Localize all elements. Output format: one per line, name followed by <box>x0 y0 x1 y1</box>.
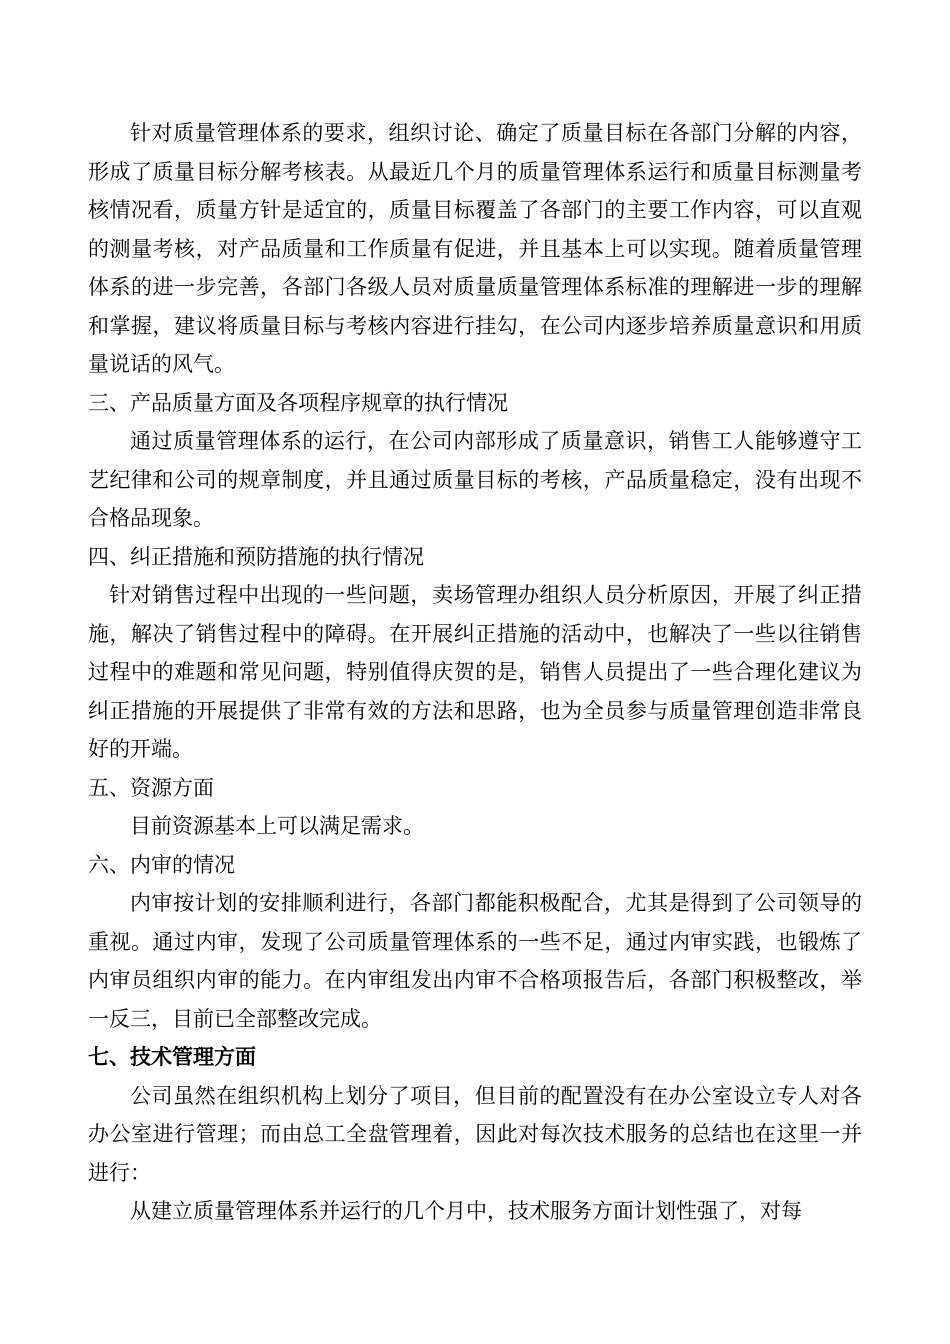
section-heading-technical-management: 七、技术管理方面 <box>88 1044 256 1069</box>
corrective-actions-paragraph: 针对销售过程中出现的一些问题，卖场管理办组织人员分析原因，开展了纠正措施，解决了销售过程中的障碍。在开展纠正措施的活动中，也解决了一些以往销售过程中的难题和常见问题，特别值得庆贺的是，销售人员提出了一些合理化建议为纠正措施的开展提供了非常有效的方法和思路，也为全员参与质量管理创造非常良好的开端。 <box>88 583 862 761</box>
internal-audit-paragraph: 内审按计划的安排顺利进行，各部门都能积极配合，尤其是得到了公司领导的重视。通过内审，发现了公司质量管理体系的一些不足，通过内审实践，也锻炼了内审员组织内审的能力。在内审组发出内审不合格项报告后，各部门积极整改，举一反三，目前已全部整改完成。 <box>88 891 862 1031</box>
document-page <box>88 114 862 1231</box>
section-heading-internal-audit: 六、内审的情况 <box>88 852 235 877</box>
section-heading-corrective-actions: 四、纠正措施和预防措施的执行情况 <box>88 544 424 569</box>
section-heading-product-quality: 三、产品质量方面及各项程序规章的执行情况 <box>88 390 508 415</box>
technical-service-paragraph: 从建立质量管理体系并运行的几个月中，技术服务方面计划性强了，对每 <box>130 1199 802 1223</box>
product-quality-paragraph: 通过质量管理体系的运行，在公司内部形成了质量意识，销售工人能够遵守工艺纪律和公司的规章制度，并且通过质量目标的考核，产品质量稳定，没有出现不合格品现象。 <box>88 429 862 530</box>
technical-management-paragraph: 公司虽然在组织机构上划分了项目，但目前的配置没有在办公室设立专人对各办公室进行管理；而由总工全盘管理着，因此对每次技术服务的总结也在这里一并进行： <box>88 1083 862 1185</box>
quality-objectives-paragraph: 针对质量管理体系的要求，组织讨论、确定了质量目标在各部门分解的内容，形成了质量目标分解考核表。从最近几个月的质量管理体系运行和质量目标测量考核情况看，质量方针是适宜的，质量目标覆盖了各部门的主要工作内容，可以直观的测量考核，对产品质量和工作质量有促进，并且基本上可以实现。随着质量管理体系的进一步完善，各部门各级人员对质量质量管理体系标准的理解进一步的理解和掌握，建议将质量目标与考核内容进行挂勾，在公司内逐步培养质量意识和用质量说话的风气。 <box>88 121 862 376</box>
section-heading-resources: 五、资源方面 <box>88 775 214 800</box>
resources-paragraph: 目前资源基本上可以满足需求。 <box>130 814 424 838</box>
